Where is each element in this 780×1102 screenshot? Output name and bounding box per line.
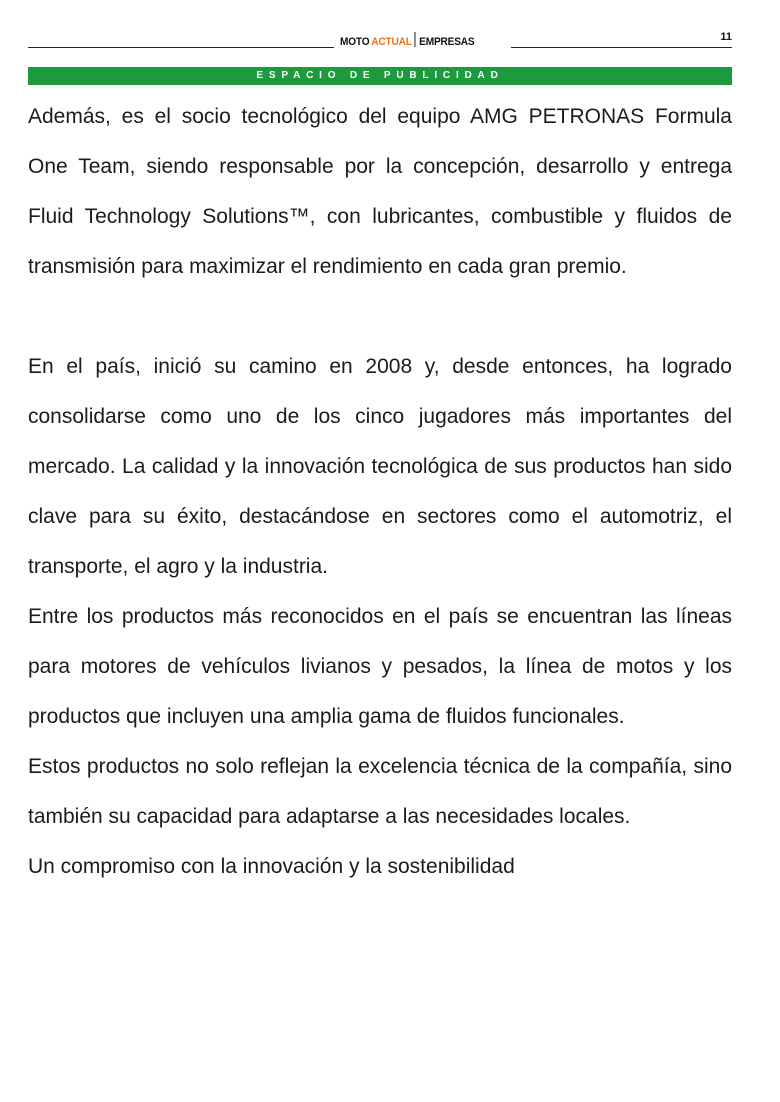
header-rule-left — [28, 47, 334, 48]
header-rule-right — [511, 47, 732, 48]
advertising-banner: ESPACIO DE PUBLICIDAD — [28, 67, 732, 85]
paragraph: Estos productos no solo reflejan la excelencia técnica de la compañía, sino también su capacidad para adaptarse a las necesidades locales. — [28, 755, 732, 828]
paragraph: Además, es el socio tecnológico del equipo AMG PETRONAS Formula One Team, siendo responsable por la concepción, desarrollo y entrega Fluid Technology Solutions™, con lubricantes, combustible y fluidos de transmisión para maximizar el rendimiento en cada gran premio. — [28, 105, 732, 278]
article-body — [28, 92, 732, 892]
publication-brand — [340, 32, 474, 48]
paragraph: Un compromiso con la innovación y la sostenibilidad — [28, 855, 515, 878]
paragraph: Entre los productos más reconocidos en el país se encuentran las líneas para motores de vehículos livianos y pesados, la línea de motos y los productos que incluyen una amplia gama de fluidos funcionales. — [28, 605, 732, 728]
page-number: 11 — [720, 31, 732, 43]
brand-actual: ACTUAL — [371, 36, 412, 48]
brand-separator — [415, 32, 416, 47]
page-header — [28, 30, 732, 50]
paragraph: En el país, inició su camino en 2008 y, desde entonces, ha logrado consolidarse como uno de los cinco jugadores más importantes del mercado. La calidad y la innovación tecnológica de sus productos han sido clave para su éxito, destacándose en sectores como el automotriz, el transporte, el agro y la industria. — [28, 355, 732, 578]
section-name: EMPRESAS — [419, 36, 475, 48]
brand-moto: MOTO — [340, 36, 370, 48]
